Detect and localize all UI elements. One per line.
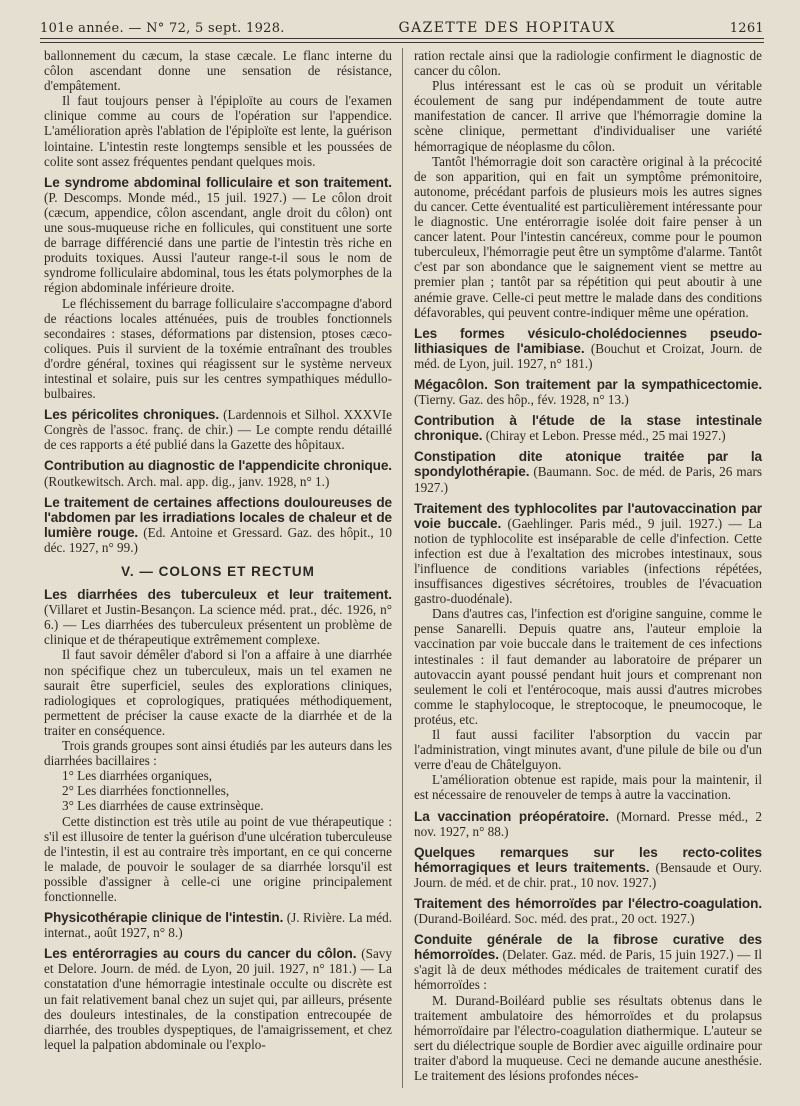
abstract-text: La constatation d'une hémorragie intestinale occulte ou discrète est un fait relativement banal chez un sujet qui, par ailleurs, présente des douleurs intestinales, de la constipation entrecoupée de diarrhée, des troubles dyspeptiques, de l'amaigrissement, et chez lequel la palpation abdominale ou l'explo- — [44, 961, 392, 1052]
abstract-stase — [414, 413, 762, 443]
abstract-reference: (Durand-Boiléard. Soc. méd. des prat., 20 oct. 1927.) — [414, 911, 695, 927]
paragraph: ballonnement du cæcum, la stase cæcale. Le flanc interne du côlon ascendant donne une sensation de résistance, d'empâtement. — [44, 48, 392, 94]
abstract-reference: (Tierny. Gaz. des hôp., fév. 1928, n° 13.) — [414, 392, 629, 408]
abstract-irradiations — [44, 495, 392, 555]
section-heading: V. — COLONS ET RECTUM — [121, 564, 315, 579]
page-number: 1261 — [729, 21, 764, 36]
abstract-fibrose — [414, 932, 762, 1083]
header-rule — [40, 38, 764, 39]
column-divider — [402, 48, 403, 1088]
abstract-physicotherapie — [44, 910, 392, 940]
abstract-title: Quelques remarques sur les recto-colites hémorragiques et leurs traitements. — [414, 844, 762, 875]
abstract-reference: (Ed. Antoine et Gressard. Gaz. des hôpit., 10 déc. 1927, n° 99.) — [44, 524, 392, 555]
abstract-title: Les diarrhées des tuberculeux et leur traitement. — [44, 587, 392, 603]
abstract-text: Il s'agit là de deux méthodes médicales de traitement curatif des hémorroïdes : — [414, 947, 762, 993]
abstract-constipation — [414, 449, 762, 494]
abstract-text: Le côlon droit (cæcum, appendice, côlon ascendant, angle droit du côlon) ont une sous-muqueuse riche en follicules, qui constituent une sorte de barrage différencié dans une partie de l'intestin très riche en produits toxiques. Aussi l'auteur range-t-il sous le nom de syndrome folliculaire abdominal, tous les états polymorphes de la région abdominale inférieure droite. — [44, 189, 392, 296]
paragraph: M. Durand-Boiléard publie ses résultats obtenus dans le traitement ambulatoire des hémorroïdes et du prolapsus hémorroïdaire par l'électro-coagulation diathermique. L'auteur se sert du diélectrique souple de Bordier avec aiguille ordinaire pour traiter d'abord la muqueuse. Ceci ne demande aucune anesthésie. Le traitement des lésions profondes néces- — [414, 992, 762, 1083]
abstract-amibiase — [414, 326, 762, 371]
abstract-reference: (Mornard. Presse méd., 2 nov. 1927, n° 88.) — [414, 808, 763, 839]
abstract-enterorragies — [44, 946, 392, 1052]
paragraph: Le fléchissement du barrage folliculaire s'accompagne d'abord de réactions locales atténuées, puis de troubles fonctionnels secondaires : stases, déformations par distension, ptoses cæco-coliques. Puis il survient de la toxémie entraînant des troubles d'ordre général, toxines qui réagissent sur le système nerveux intestinal et solaire, puis sur les centres sympathiques médullo-bulbaires. — [44, 295, 392, 402]
paragraph: Il faut savoir démêler d'abord si l'on a affaire à une diarrhée non spécifique chez un tuberculeux, mais un tel examen ne saurait être superficiel, seules des explorations cliniques, radiologiques et coprologiques, pratiquées méthodiquement, permettent de préciser la cause exacte de la diarrhée et de la traiter en conséquence. — [44, 647, 392, 738]
abstract-title: Les entérorragies au cours du cancer du côlon. — [44, 946, 357, 962]
list-item: 1° Les diarrhées organiques, — [62, 768, 213, 784]
paragraph: Il faut toujours penser à l'épiploïte au cours de l'examen clinique comme au cours de l'opération sur l'appendice. L'amélioration après l'ablation de l'épiploïte est lente, la guérison lointaine. L'intestin reste longtemps sensible et les poussées de colite sont assez fréquentes pendant quelques mois. — [44, 93, 392, 169]
abstract-reference: (Routkewitsch. Arch. mal. app. dig., janv. 1928, n° 1.) — [44, 473, 330, 489]
issue-info: 101e année. — N° 72, 5 sept. 1928. — [40, 21, 285, 36]
abstract-title: Traitement des hémorroïdes par l'électro-coagulation. — [414, 895, 762, 911]
abstract-diarrhees — [44, 587, 392, 904]
paragraph: Plus intéressant est le cas où se produit un véritable écoulement de sang pur indépendamment de toute autre manifestation de cancer. Il arrive que l'hémorragie domine la scène clinique, permettant d'individualiser une variété hémorragique de néoplasme du côlon. — [414, 78, 762, 154]
abstract-reference: (Baumann. Soc. de méd. de Paris, 26 mars 1927.) — [414, 464, 762, 495]
list-item: 2° Les diarrhées fonctionnelles, — [62, 783, 230, 799]
abstract-reference: (Chiray et Lebon. Presse méd., 25 mai 1927.) — [482, 428, 726, 444]
paragraph: Trois grands groupes sont ainsi étudiés par les auteurs dans les diarrhées bacillaires : — [44, 738, 392, 769]
header-rule-thin — [40, 42, 764, 43]
abstract-reference: (Bensaude et Oury. Journ. de méd. et de chir. prat., 10 nov. 1927.) — [414, 859, 762, 890]
abstract-reference: (Villaret et Justin-Besançon. La science méd. prat., déc. 1926, n° 6.) — — [44, 602, 392, 633]
paragraph: L'amélioration obtenue est rapide, mais pour la maintenir, il est nécessaire de renouveler de temps à autre la vaccination. — [414, 772, 762, 803]
list-item: 3° Les diarrhées de cause extrinsèque. — [62, 798, 264, 814]
abstract-electro-coagulation — [414, 896, 762, 926]
abstract-pericolites — [44, 407, 392, 452]
abstract-title: La vaccination préopératoire. — [414, 808, 609, 824]
abstract-title: Mégacôlon. Son traitement par la sympathicectomie. — [414, 376, 762, 392]
abstract-title: Contribution à l'étude de la stase intestinale chronique. — [414, 413, 762, 444]
abstract-folliculaire — [44, 175, 392, 401]
paragraph: Tantôt l'hémorragie doit son caractère original à la précocité de son apparition, qui en fait un symptôme prémonitoire, autonome, précédant parfois de plusieurs mois les autres signes du cancer. Cette éventualité est particulièrement intéressante pour le diagnostic. Une entérorragie isolée doit faire penser à un cancer latent. Pour l'intestin cancéreux, comme pour le poumon tuberculeux, l'hémorragie peut être un symptôme d'alarme. Tantôt c'est par son abondance que le saignement vient se mettre au premier plan ; tantôt par sa répétition qui peut aboutir à une anémie grave. Celle-ci peut mettre le malade dans des conditions défavorables, qui peuvent contre-indiquer même une opération. — [414, 153, 762, 320]
abstract-text: La notion de typhlocolite est inséparable de celle d'infection. Cette infection est due à l'exaltation des microbes intestinaux, sous l'influence de conditions variables (infections répétées, insuffisances digestives sécrétoires, troubles de l'évacuation gastro-duodénale). — [414, 515, 762, 607]
running-header — [40, 8, 764, 36]
abstract-appendicite — [44, 458, 392, 488]
paragraph: Cette distinction est très utile au point de vue thérapeutique : s'il est illusoire de tenter la guérison d'une ulcération tuberculeuse de l'intestin, il est au contraire très important, en ce qui concerne le malade, de pouvoir le soulager de sa diarrhée lorsqu'il est possible d'assigner à celle-ci une origine principalement fonctionnelle. — [44, 813, 392, 904]
paragraph: ration rectale ainsi que la radiologie confirment le diagnostic de cancer du côlon. — [414, 48, 762, 79]
abstract-title: Les péricolites chroniques. — [44, 407, 220, 423]
paragraph: Dans d'autres cas, l'infection est d'origine sanguine, comme le pense Sanarelli. Depuis quatre ans, l'auteur emploie la vaccination par voie buccale dans le traitement de ces infections intestinales : il faut demander au laboratoire de préparer un autovaccin ayant poussé pendant huit jours et comprenant non seulement le coli et l'entérocoque, mais aussi d'autres microbes comme le staphylocoque, le streptocoque, le pneumocoque, le protéus, etc. — [414, 606, 762, 727]
abstract-reference: (Lardennois et Silhol. XXXVIe Congrès de l'assoc. franç. de chir.) — — [44, 407, 392, 438]
abstract-typhlocolites — [414, 501, 762, 803]
abstract-title: Conduite générale de la fibrose curative des hémorroïdes. — [414, 932, 762, 963]
journal-title: GAZETTE DES HOPITAUX — [398, 20, 616, 36]
abstract-title: Le syndrome abdominal folliculaire et son traitement. — [44, 174, 392, 190]
diarrhea-list — [44, 768, 392, 813]
paragraph: Il faut aussi faciliter l'absorption du vaccin par l'administration, vingt minutes avant, d'une pilule de bile ou d'un verre d'eau de Châtelguyon. — [414, 727, 762, 773]
abstract-vaccination — [414, 809, 762, 839]
right-column — [414, 48, 762, 1083]
abstract-reference: (Bouchut et Croizat, Journ. de méd. de Lyon, juil. 1927, n° 181.) — [414, 340, 762, 371]
abstract-reference: (J. Rivière. La méd. internat., août 1927, n° 8.) — [44, 910, 392, 941]
abstract-reference: (Savy et Delore. Journ. de méd. de Lyon, 20 juil. 1927, n° 181.) — — [44, 946, 392, 977]
abstract-reference: (Gaehlinger. Paris méd., 9 juil. 1927.) — — [501, 515, 749, 531]
left-column — [44, 48, 392, 1052]
abstract-text: Le compte rendu détaillé de ces rapports a été publié dans la Gazette des hôpitaux. — [44, 422, 393, 453]
abstract-megacolon — [414, 377, 762, 407]
abstract-title: Constipation dite atonique traitée par la spondylothérapie. — [414, 449, 762, 480]
abstract-reference: (P. Descomps. Monde méd., 15 juil. 1927.) — — [44, 189, 312, 205]
abstract-title: Les formes vésiculo-cholédociennes pseudo-lithiasiques de l'amibiase. — [414, 325, 762, 356]
abstract-text: Les diarrhées des tuberculeux présentent un problème de clinique et de thérapeutique extrêmement complexe. — [44, 617, 392, 648]
abstract-title: Contribution au diagnostic de l'appendicite chronique. — [44, 458, 392, 474]
abstract-reference: (Delater. Gaz. méd. de Paris, 15 juin 1927.) — — [498, 947, 754, 963]
abstract-title: Le traitement de certaines affections douloureuses de l'abdomen par les irradiations locales de chaleur et de lumière rouge. — [44, 494, 392, 540]
abstract-title: Traitement des typhlocolites par l'autovaccination par voie buccale. — [414, 500, 762, 531]
abstract-title: Physicothérapie clinique de l'intestin. — [44, 910, 284, 926]
abstract-recto-colites — [414, 845, 762, 890]
